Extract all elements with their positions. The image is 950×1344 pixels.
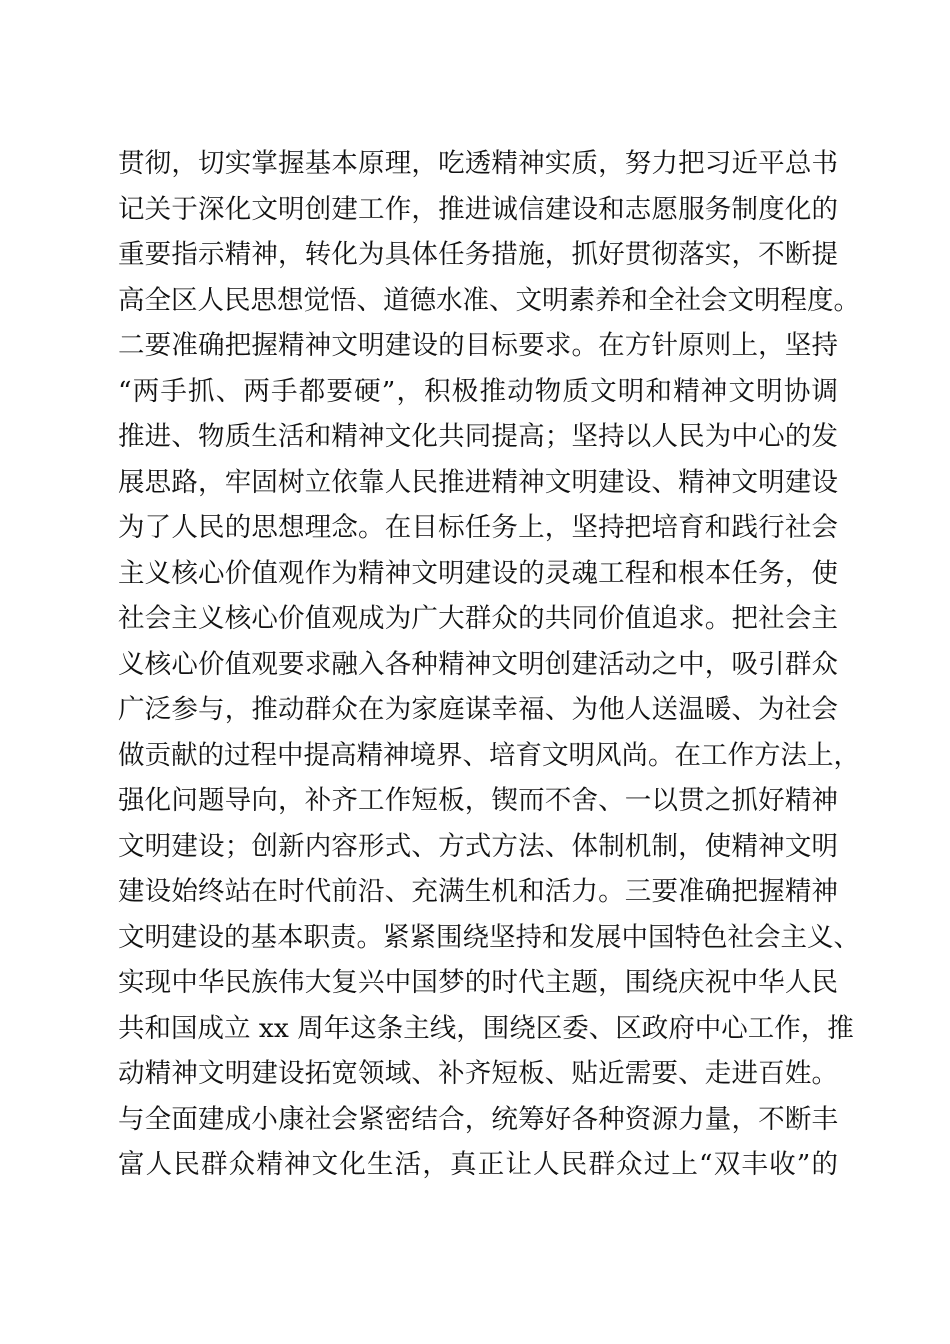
text-line: 高全区人民思想觉悟、道德水准、文明素养和全社会文明程度。	[118, 284, 860, 316]
text-line: 推进、物质生活和精神文化共同提高；坚持以人民为中心的发	[118, 421, 838, 452]
text-line: 做贡献的过程中提高精神境界、培育文明风尚。在工作方法上，	[118, 739, 860, 771]
text-line: 动精神文明建设拓宽领域、补齐短板、贴近需要、走进百姓。	[118, 1058, 838, 1089]
text-line: 建设始终站在时代前沿、充满生机和活力。三要准确把握精神	[118, 876, 838, 907]
text-line: 富人民群众精神文化生活，真正让人民群众过上“双丰收”的	[118, 1149, 838, 1180]
text-line: 广泛参与，推动群众在为家庭谋幸福、为他人送温暖、为社会	[118, 694, 838, 725]
text-line: 重要指示精神，转化为具体任务措施，抓好贯彻落实，不断提	[118, 239, 838, 270]
text-line: 记关于深化文明创建工作，推进诚信建设和志愿服务制度化的	[118, 193, 838, 225]
text-line: 义核心价值观要求融入各种精神文明创建活动之中，吸引群众	[118, 648, 838, 680]
text-line: 主义核心价值观作为精神文明建设的灵魂工程和根本任务，使	[118, 557, 838, 589]
text-line: 文明建设的基本职责。紧紧围绕坚持和发展中国特色社会主义、	[118, 921, 860, 953]
text-line: 为了人民的思想理念。在目标任务上，坚持把培育和践行社会	[118, 512, 838, 543]
text-line: 社会主义核心价值观成为广大群众的共同价值追求。把社会主	[118, 603, 838, 634]
text-line: 二要准确把握精神文明建设的目标要求。在方针原则上，坚持	[118, 330, 838, 361]
text-line: 与全面建成小康社会紧密结合，统筹好各种资源力量，不断丰	[118, 1103, 838, 1135]
text-line: “两手抓、两手都要硬”，积极推动物质文明和精神文明协调	[118, 375, 838, 407]
text-line: 贯彻，切实掌握基本原理，吃透精神实质，努力把习近平总书	[118, 148, 838, 179]
text-line: 实现中华民族伟大复兴中国梦的时代主题，围绕庆祝中华人民	[118, 967, 838, 998]
body-text	[118, 141, 860, 1188]
text-line: 文明建设；创新内容形式、方式方法、体制机制，使精神文明	[118, 830, 838, 862]
text-line: 共和国成立 xx 周年这条主线，围绕区委、区政府中心工作，推	[118, 1012, 854, 1044]
text-line: 强化问题导向，补齐工作短板，锲而不舍、一以贯之抓好精神	[118, 785, 838, 816]
text-line: 展思路，牢固树立依靠人民推进精神文明建设、精神文明建设	[118, 466, 838, 498]
